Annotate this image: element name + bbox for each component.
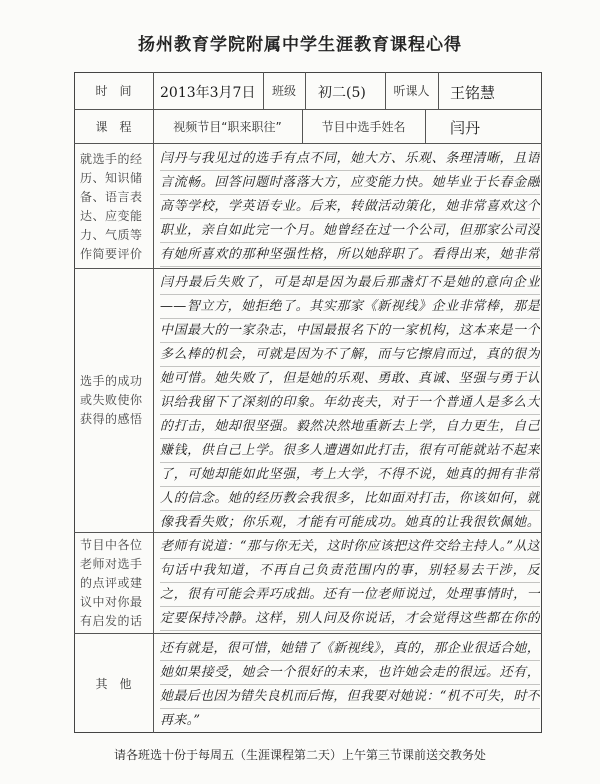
page-title: 扬州教育学院附属中学生涯教育课程心得 [138, 35, 462, 55]
column-divider [425, 109, 426, 143]
class-label: 班级 [271, 84, 296, 98]
section2-label: 选手的成功或失败使你获得的感悟 [80, 374, 143, 426]
section4-label: 其 他 [95, 676, 132, 691]
section4-text: 还有就是，很可惜，她错了《新视线》，真的，那企业很适合她，她如果接受，她会一个很好的未来，也许她会走的很远。还有，她最后也因为错失良机而后悔，但我要对她说：“机不可失，时不再来。” [160, 637, 540, 731]
class-value: 初二(5) [318, 85, 366, 101]
section2-text: 闫丹最后失败了，可是却是因为最后那盏灯不是她的意向企业——智立方，她拒绝了。其实那家《新视线》企业非常棒，那是中国最大的一家杂志，中国最报名下的一家机构，这本来是一个多么棒的机会，可就是因为不了解，而与它擦肩而过，真的很为她可惜。她失败了，但是她的乐观、勇敢、真诚、坚强与勇于认识给我留下了深刻的印象。年幼丧夫，对于一个普通人是多么大的打击，她却很坚强。毅然决然地重新去上学，自力更生，自己赚钱，供自己上学。很多人遭遇如此打击，很有可能就站不起来了，可她却能如此坚强，考上大学，不得不说，她真的拥有非常人的信念。她的经历教会我很多，比如面对打击，你该如何，就像我看失败；你乐观，才能有可能成功。她真的让我很钦佩她。 [160, 271, 540, 529]
section3-text: 老师有说道：“那与你无关，这时你应该把这件交给主持人。”从这句话中我知道，不再自己负责范围内的事，别轻易去干涉，反之，很有可能会弄巧成拙。还有一位老师说过，处理事情时，一定要保持冷静。这样，别人问及你说话，才会觉得这些都在你的 [160, 535, 540, 631]
contestant-label: 节目中选手姓名 [321, 119, 406, 134]
listener-value: 王铭慧 [450, 84, 496, 102]
footer-note: 请各班选十份于每周五（生涯课程第二天）上午第三节课前送交教务处 [113, 748, 486, 762]
row-divider [74, 532, 542, 533]
time-value: 2013年3月7日 [160, 85, 256, 101]
column-divider [438, 72, 439, 109]
course-value: 视频节目“职来职往” [173, 119, 282, 134]
contestant-value: 闫丹 [450, 119, 481, 137]
listener-label: 听课人 [393, 84, 430, 98]
section3-label: 节目中各位老师对选手的点评或建议中对你最有启发的话 [80, 538, 143, 628]
section1-text: 闫丹与我见过的选手有点不同，她大方、乐观、条理清晰，且语言流畅。回答问题时落落大方，应变能力快。她毕业于长春金融高等学校，学英语专业。后来，转做活动策化，她非常喜欢这个职业，亲自如此完一个月。她曾经在过一个公司，但那家公司没有她所喜欢的那种坚强性格，所以她辞职了。看得出来，她非常 [160, 147, 540, 267]
row-divider [74, 143, 542, 144]
course-label: 课 程 [95, 119, 132, 134]
time-label: 时 间 [95, 84, 132, 98]
column-divider [153, 72, 154, 733]
section1-label: 就选手的经历、知识储备、语言表达、应变能力、气质等作简要评价 [80, 152, 143, 261]
row-divider [74, 268, 542, 269]
column-divider [305, 72, 306, 109]
